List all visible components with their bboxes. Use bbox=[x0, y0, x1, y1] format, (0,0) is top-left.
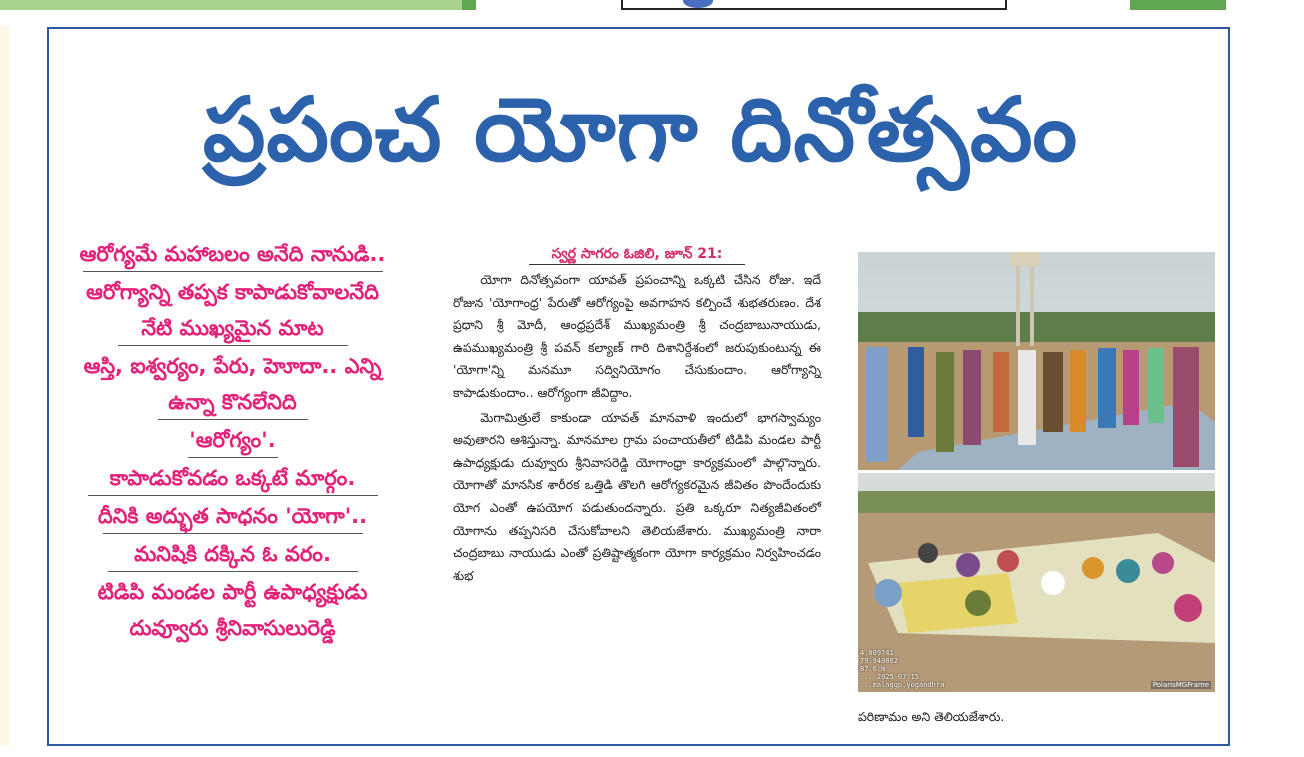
quote-divider bbox=[188, 457, 278, 458]
quote-divider bbox=[103, 533, 363, 534]
quote-line: కాపాడుకోవడం ఒక్కటే మార్గం. bbox=[109, 466, 356, 490]
yoga-group-standing-photo bbox=[858, 252, 1215, 470]
quote-line: ఆరోగ్యమే మహాబలం అనేది నానుడి.. bbox=[79, 242, 386, 266]
quote-column bbox=[50, 240, 415, 642]
article-paragraph: యోగా దినోత్సవంగా యావత్ ప్రపంచాన్ని ఒక్కటి చేసిన రోజు. ఇదే రోజున 'యోగాంధ్ర' పేరుతో ఆరోగ్యంపై అవగాహన కల్పించే శుభతరుణం. దేశ ప్రధాని శ్రీ మోదీ, ఆంధ్రప్రదేశ్ ముఖ్యమంత్రి శ్రీ చంద్రబాబునాయుడు, ఉపముఖ్యమంత్రి శ్రీ పవన్ కల్యాణ్ గారి దిశానిర్దేశంలో జరుపుకుంటున్న ఈ 'యోగా'న్ని మనమూ సద్వినియోగం చేసుకుందాం. ఆరోగ్యాన్ని కాపాడుకుందాం.. ఆరోగ్యంగా జీవిద్దాం. bbox=[453, 272, 821, 400]
quote-divider bbox=[108, 571, 358, 572]
top-decor-bar-left bbox=[0, 0, 462, 10]
dateline-underline bbox=[529, 264, 745, 265]
masthead-strip bbox=[621, 0, 1007, 10]
quote-divider bbox=[88, 495, 378, 496]
quote-line: ఆరోగ్యాన్ని తప్పక కాపాడుకోవాలనేది bbox=[86, 280, 379, 304]
top-decor-bar-left-accent bbox=[462, 0, 476, 10]
photo-watermark: PolarisMGFrame bbox=[1152, 681, 1209, 689]
quote-line: ఆస్తి, ఐశ్వర్యం, పేరు, హెూదా.. ఎన్ని bbox=[83, 354, 382, 378]
photo-standing-illustration bbox=[858, 252, 1215, 470]
quote-divider bbox=[158, 419, 308, 420]
quote-line: దువ్వూరు శ్రీనివాసులురెడ్డి bbox=[129, 616, 336, 640]
quote-line: దీనికి అద్భుత సాధనం 'యోగా'.. bbox=[97, 504, 368, 528]
headline: ప్రపంచ యోగా దినోత్సవం bbox=[202, 78, 1079, 181]
photo-geo-stamp: 4.009741 79.940802 87.6 m ... 2025 07:15 ...malaggp.yogandhra bbox=[860, 649, 945, 689]
article-paragraph: మెగామిత్రులే కాకుండా యావత్ మానవాళి ఇందులో భాగస్వామ్యం అవుతారని ఆశిస్తున్నా. మానమాల గ్రామ పంచాయతీలో టిడిపి మండల పార్టీ ఉపాధ్యక్షుడు దువ్వూరు శ్రీనివాసరెడ్డి యోగాంధ్రా కార్యక్రమంలో పాల్గొన్నారు. యోగాతో మానసిక శారీరక ఒత్తిడి తొలగి ఆరోగ్యకరమైన జీవితం పొందేందుకు యోగ ఎంతో ఉపయోగ పడుతుందన్నారు. ప్రతి ఒక్కరూ నిత్యజీవితంలో యోగాను తప్పనిసరి చేసుకోవాలని తెలియజేశారు. ముఖ్యమంత్రి నారా చంద్రబాబు నాయుడు ఎంతో ప్రతిష్టాత్మకంగా యోగా కార్యక్రమం నిర్వహించడం శుభ bbox=[453, 409, 821, 583]
yoga-group-seated-photo bbox=[858, 473, 1215, 692]
quote-line: మనిషికి దక్కిన ఓ వరం. bbox=[134, 542, 331, 566]
quote-line: నేటి ముఖ్యమైన మాట bbox=[141, 316, 324, 340]
article-body bbox=[453, 244, 821, 587]
quote-line: 'ఆరోగ్యం'. bbox=[189, 428, 276, 452]
quote-divider bbox=[118, 345, 348, 346]
page-edge-strip bbox=[0, 26, 10, 746]
quote-line: ఉన్నా కొనలేనిది bbox=[168, 390, 297, 414]
article-continuation: పరిణామం అని తెలియజేశారు. bbox=[858, 709, 1005, 724]
quote-divider bbox=[83, 271, 383, 272]
quote-line: టిడిపి మండల పార్టీ ఉపాధ్యక్షుడు bbox=[97, 580, 368, 604]
newspaper-logo-icon bbox=[683, 0, 713, 8]
top-decor-bar-right bbox=[1130, 0, 1226, 10]
dateline: స్వర్ణ సాగరం ఓజిలి, జూన్ 21: bbox=[551, 246, 723, 262]
